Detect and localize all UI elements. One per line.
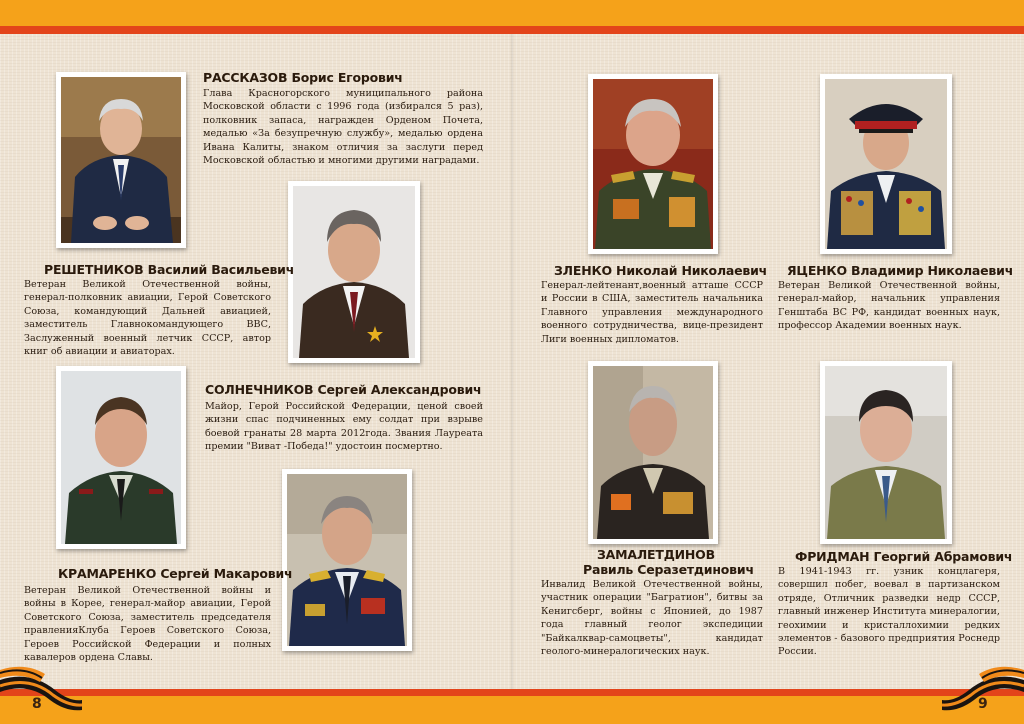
bio-rasskazov: Глава Красногорского муниципального района Московской области с 1996 года (избирался 5 раз), полковник запаса, награжден Орденом Почета, медалью «За безупречную службу», медалью ордена Ивана Калиты, знаком отличия за заслуги перед Московской областью и многими другими наградами. xyxy=(203,88,483,167)
name-solnechnikov: СОЛНЕЧНИКОВ Сергей Александрович xyxy=(205,382,482,397)
portrait-kramarenko xyxy=(282,469,412,651)
bottom-orange-band xyxy=(0,696,1024,724)
portrait-rasskazov xyxy=(56,72,186,248)
portrait-kramarenko-image xyxy=(287,474,407,646)
page-number-left: 8 xyxy=(32,696,42,712)
portrait-zlenko xyxy=(588,74,718,254)
portrait-reshetnikov-image xyxy=(293,186,415,358)
name-zlenko: ЗЛЕНКО Николай Николаевич xyxy=(554,263,768,278)
portrait-fridman xyxy=(820,361,952,544)
portrait-solnechnikov xyxy=(56,366,186,549)
portrait-yatsenko xyxy=(820,74,952,254)
book-spine xyxy=(510,34,514,689)
top-red-stripe xyxy=(0,26,1024,34)
name-fridman: ФРИДМАН Георгий Абрамович xyxy=(795,549,1013,564)
bio-zlenko: Генерал-лейтенант,военный атташе СССР и России в США, заместитель начальника Главного управления международного военного сотрудничества, вице-президент Лиги военных дипломатов. xyxy=(541,280,763,345)
portrait-yatsenko-image xyxy=(825,79,947,249)
portrait-reshetnikov xyxy=(288,181,420,363)
name-yatsenko: ЯЦЕНКО Владимир Николаевич xyxy=(787,263,1014,278)
portrait-zamaletdinov xyxy=(588,361,718,544)
portrait-fridman-image xyxy=(825,366,947,539)
name-zamaletdinov: ЗАМАЛЕТДИНОВ xyxy=(597,547,715,562)
top-orange-band xyxy=(0,0,1024,26)
bio-reshetnikov: Ветеран Великой Отечественной войны, генерал-полковник авиации, Герой Советского Союза, командующий Дальней авиацией, заместитель Главнокомандующего ВВС, Заслуженный военный летчик СССР, автор книг об авиации и авиаторах. xyxy=(24,279,271,358)
bottom-red-stripe xyxy=(0,689,1024,696)
bio-yatsenko: Ветеран Великой Отечественной войны, генерал-майор, начальник управления Генштаба ВС РФ, кандидат военных наук, профессор Академии военных наук. xyxy=(778,280,1000,332)
name-reshetnikov: РЕШЕТНИКОВ Василий Васильевич xyxy=(44,262,295,277)
name-rasskazov: РАССКАЗОВ Борис Егорович xyxy=(203,70,403,85)
bio-solnechnikov: Майор, Герой Российской Федерации, ценой своей жизни спас подчиненных ему солдат при взрыве боевой гранаты 28 марта 2012года. Звания Лауреата премии "Виват -Победа!" удостоин посмертно. xyxy=(205,401,483,453)
bio-zamaletdinov: Инвалид Великой Отечественной войны, участник операции "Багратион", битвы за Кенигсберг, войны с Японией, до 1987 года главный геолог экспедиции "Байкалквар-самоцветы", кандидат геолого-минералогических наук. xyxy=(541,579,763,658)
bio-fridman: В 1941-1943 гг. узник концлагеря, совершил побег, воевал в партизанском отряде, Отличник разведки недр СССР, главный инженер Института минералогии, геохимии и кристаллохимии редких элементов - базового предприятия Роснедр России. xyxy=(778,566,1000,658)
name-zamaletdinov-line2: Равиль Серазетдинович xyxy=(583,562,754,577)
portrait-zamaletdinov-image xyxy=(593,366,713,539)
portrait-zlenko-image xyxy=(593,79,713,249)
portrait-solnechnikov-image xyxy=(61,371,181,544)
bio-kramarenko: Ветеран Великой Отечественной войны и войны в Корее, генерал-майор авиации, Герой Советского Союза, заместитель председателя правленияКлуба Героев Советского Союза, Героев Российской Федерации и полных кавалеров ордена Славы. xyxy=(24,585,271,664)
portrait-rasskazov-image xyxy=(61,77,181,243)
page-number-right: 9 xyxy=(978,696,988,712)
name-kramarenko: КРАМАРЕНКО Сергей Макарович xyxy=(58,566,293,581)
